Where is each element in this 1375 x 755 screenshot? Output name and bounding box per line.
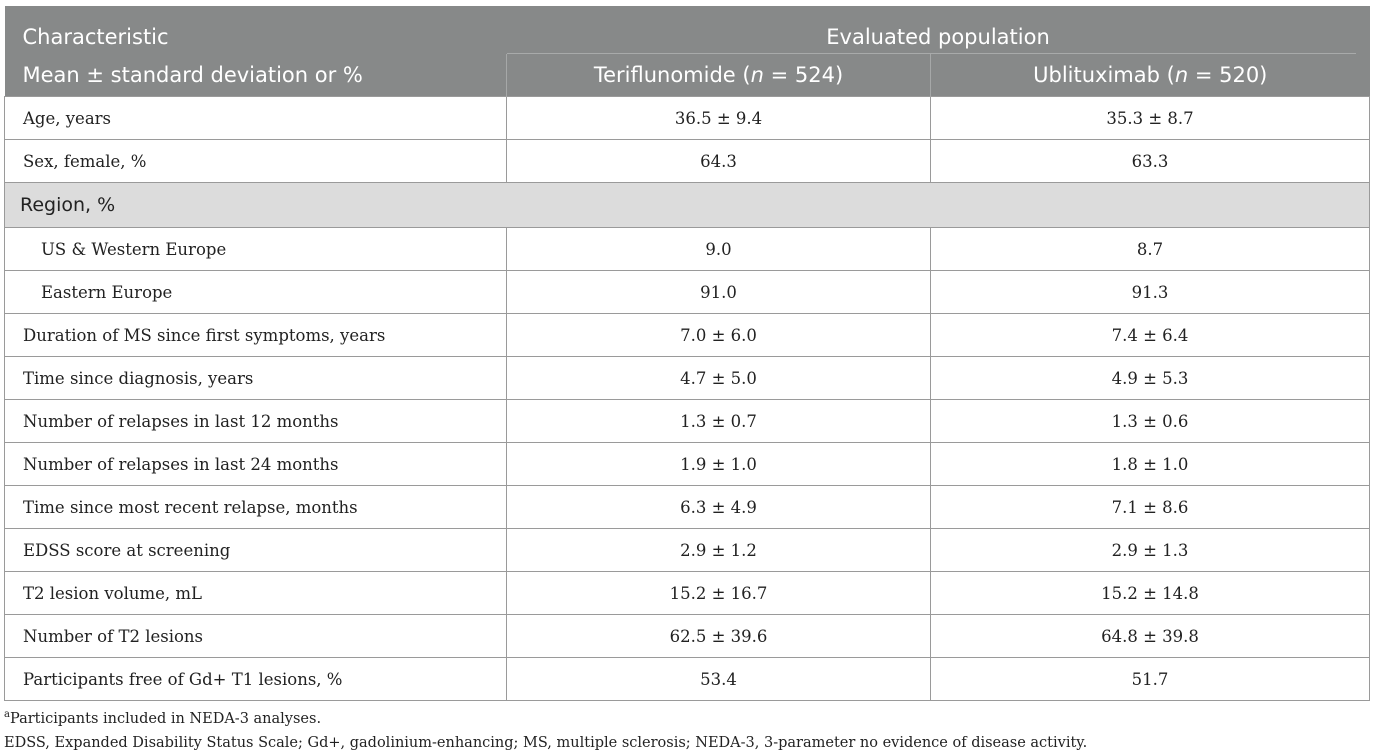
row-label: Age, years <box>5 97 507 140</box>
row-label: Duration of MS since first symptoms, years <box>5 314 507 357</box>
table-footnotes <box>4 703 1087 755</box>
ublituximab-value: 51.7 <box>931 658 1370 701</box>
statistic-header: Mean ± standard deviation or % <box>5 54 507 97</box>
section-label: Region, % <box>5 183 1370 228</box>
teriflunomide-value: 2.9 ± 1.2 <box>507 529 931 572</box>
row-label: Number of relapses in last 12 months <box>5 400 507 443</box>
header-row-1 <box>5 6 1370 54</box>
ublituximab-value: 64.8 ± 39.8 <box>931 615 1370 658</box>
teriflunomide-value: 6.3 ± 4.9 <box>507 486 931 529</box>
table-row <box>5 357 1370 400</box>
evaluated-population-label: Evaluated population <box>826 25 1050 49</box>
row-label: Number of relapses in last 24 months <box>5 443 507 486</box>
table-row <box>5 615 1370 658</box>
table-row <box>5 271 1370 314</box>
ublituximab-header <box>931 54 1370 97</box>
table-row <box>5 97 1370 140</box>
ublituximab-value: 63.3 <box>931 140 1370 183</box>
teriflunomide-value: 7.0 ± 6.0 <box>507 314 931 357</box>
ublituximab-value: 35.3 ± 8.7 <box>931 97 1370 140</box>
row-label: Sex, female, % <box>5 140 507 183</box>
ublituximab-value: 8.7 <box>931 228 1370 271</box>
baseline-characteristics-table <box>4 6 1369 701</box>
section-row <box>5 183 1370 228</box>
ublituximab-value: 1.8 ± 1.0 <box>931 443 1370 486</box>
row-label: Number of T2 lesions <box>5 615 507 658</box>
characteristic-header: Characteristic <box>5 6 507 54</box>
row-label: Time since most recent relapse, months <box>5 486 507 529</box>
teriflunomide-header <box>507 54 931 97</box>
evaluated-population-header <box>507 6 1370 54</box>
table-row <box>5 443 1370 486</box>
table-row <box>5 140 1370 183</box>
teriflunomide-value: 15.2 ± 16.7 <box>507 572 931 615</box>
teriflunomide-value: 53.4 <box>507 658 931 701</box>
ublituximab-value: 2.9 ± 1.3 <box>931 529 1370 572</box>
footnote-a <box>4 703 1087 731</box>
ublituximab-value: 7.4 ± 6.4 <box>931 314 1370 357</box>
ublituximab-value: 1.3 ± 0.6 <box>931 400 1370 443</box>
table-row <box>5 228 1370 271</box>
row-label: EDSS score at screening <box>5 529 507 572</box>
row-label: T2 lesion volume, mL <box>5 572 507 615</box>
footnote-a-marker: a <box>4 709 10 720</box>
teriflunomide-value: 4.7 ± 5.0 <box>507 357 931 400</box>
row-label: US & Western Europe <box>5 228 507 271</box>
ublituximab-value: 15.2 ± 14.8 <box>931 572 1370 615</box>
n-variable: n <box>1174 63 1189 87</box>
teriflunomide-n: = 524) <box>763 63 844 87</box>
ublituximab-n: = 520) <box>1188 63 1268 87</box>
footnote-a-text: Participants included in NEDA-3 analyses. <box>9 710 322 727</box>
teriflunomide-value: 91.0 <box>507 271 931 314</box>
row-label: Time since diagnosis, years <box>5 357 507 400</box>
teriflunomide-value: 9.0 <box>507 228 931 271</box>
header-span-rule <box>507 53 1356 54</box>
teriflunomide-value: 36.5 ± 9.4 <box>507 97 931 140</box>
teriflunomide-label: Teriflunomide <box>593 63 736 87</box>
ublituximab-value: 4.9 ± 5.3 <box>931 357 1370 400</box>
paren-open: ( <box>1159 63 1175 87</box>
table-row <box>5 658 1370 701</box>
abbreviations-note: EDSS, Expanded Disability Status Scale; Gd+, gadolinium-enhancing; MS, multiple sclerosis; NEDA-3, 3-parameter no evidence of disease activity. <box>4 734 1088 751</box>
teriflunomide-value: 64.3 <box>507 140 931 183</box>
teriflunomide-value: 1.9 ± 1.0 <box>507 443 931 486</box>
row-label: Participants free of Gd+ T1 lesions, % <box>5 658 507 701</box>
table-row <box>5 400 1370 443</box>
paren-open: ( <box>735 63 751 87</box>
n-variable: n <box>750 63 764 87</box>
ublituximab-value: 91.3 <box>931 271 1370 314</box>
teriflunomide-value: 1.3 ± 0.7 <box>507 400 931 443</box>
ublituximab-value: 7.1 ± 8.6 <box>931 486 1370 529</box>
table-row <box>5 529 1370 572</box>
row-label: Eastern Europe <box>5 271 507 314</box>
teriflunomide-value: 62.5 ± 39.6 <box>507 615 931 658</box>
table-row <box>5 572 1370 615</box>
table-row <box>5 314 1370 357</box>
ublituximab-label: Ublituximab <box>1033 63 1160 87</box>
table-row <box>5 486 1370 529</box>
header-row-2 <box>5 54 1370 97</box>
